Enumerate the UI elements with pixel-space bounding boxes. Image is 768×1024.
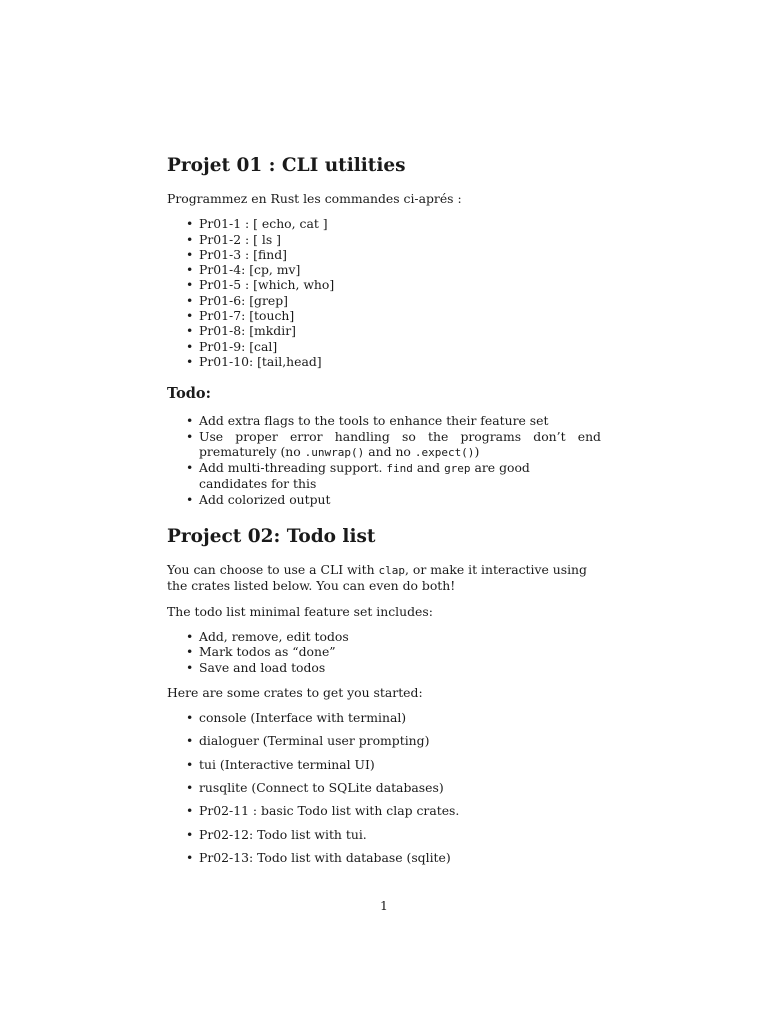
page-number: 1 — [380, 898, 388, 913]
list-item: • Save and load todos — [167, 660, 601, 675]
list-item — [167, 429, 601, 461]
section-title-project-02: Project 02: Todo list — [167, 526, 376, 548]
inline-code: .expect() — [414, 445, 475, 459]
text-span: and no — [364, 443, 415, 459]
feature-list — [167, 629, 601, 675]
text-span: are good candidates for this — [199, 460, 530, 492]
list-item: • rusqlite (Connect to SQLite databases) — [167, 780, 601, 795]
list-item: • Pr01-6: [grep] — [167, 293, 601, 308]
text-span: and — [412, 460, 445, 476]
list-item: • Add, remove, edit todos — [167, 629, 601, 644]
list-item: • Pr01-5 : [which, who] — [167, 277, 601, 292]
command-list — [167, 216, 601, 369]
list-item: • Pr01-4: [cp, mv] — [167, 262, 601, 277]
list-item: • Pr01-7: [touch] — [167, 308, 601, 323]
list-item: • Pr01-9: [cal] — [167, 339, 601, 354]
list-item: • dialoguer (Terminal user prompting) — [167, 733, 601, 748]
list-item: • Pr01-8: [mkdir] — [167, 323, 601, 338]
list-item: • Pr01-2 : [ ls ] — [167, 232, 601, 247]
list-item: • Add extra flags to the tools to enhance their feature set — [167, 413, 601, 428]
crate-list — [167, 710, 601, 865]
list-item: • Add colorized output — [167, 492, 601, 507]
section-intro: Programmez en Rust les commandes ci-aprés : — [167, 191, 462, 206]
inline-code: grep — [444, 462, 471, 476]
text-span: Add multi-threading support. — [199, 460, 387, 476]
list-item: • Pr01-1 : [ echo, cat ] — [167, 216, 601, 231]
text-span: , or make it interactive using the crates listed below. You can even do both! — [167, 562, 587, 594]
list-item: • tui (Interactive terminal UI) — [167, 757, 601, 772]
text-span: Use proper error handling so the programs don’t end prematurely (no — [199, 428, 601, 459]
list-item: • Pr01-3 : [find] — [167, 247, 601, 262]
todo-heading: Todo: — [167, 385, 211, 403]
text-span: You can choose to use a CLI with — [167, 562, 379, 578]
document-page — [167, 154, 601, 875]
inline-code: find — [386, 462, 413, 476]
paragraph: Here are some crates to get you started: — [167, 684, 423, 700]
text-span: ) — [474, 443, 480, 459]
list-item: • console (Interface with terminal) — [167, 710, 601, 725]
list-item: • Pr01-10: [tail,head] — [167, 354, 601, 369]
list-item: • Pr02-11 : basic Todo list with clap crates. — [167, 803, 601, 818]
inline-code: .unwrap() — [304, 445, 365, 459]
paragraph — [167, 562, 601, 594]
list-item: • Pr02-12: Todo list with tui. — [167, 827, 601, 842]
list-item: • Pr02-13: Todo list with database (sqlite) — [167, 850, 601, 865]
section-title-projet-01: Projet 01 : CLI utilities — [167, 155, 406, 176]
paragraph: The todo list minimal feature set includes: — [167, 603, 433, 619]
inline-code: clap — [378, 564, 406, 578]
todo-list — [167, 413, 601, 507]
list-item: • Mark todos as “done” — [167, 644, 601, 659]
list-item — [167, 460, 601, 492]
